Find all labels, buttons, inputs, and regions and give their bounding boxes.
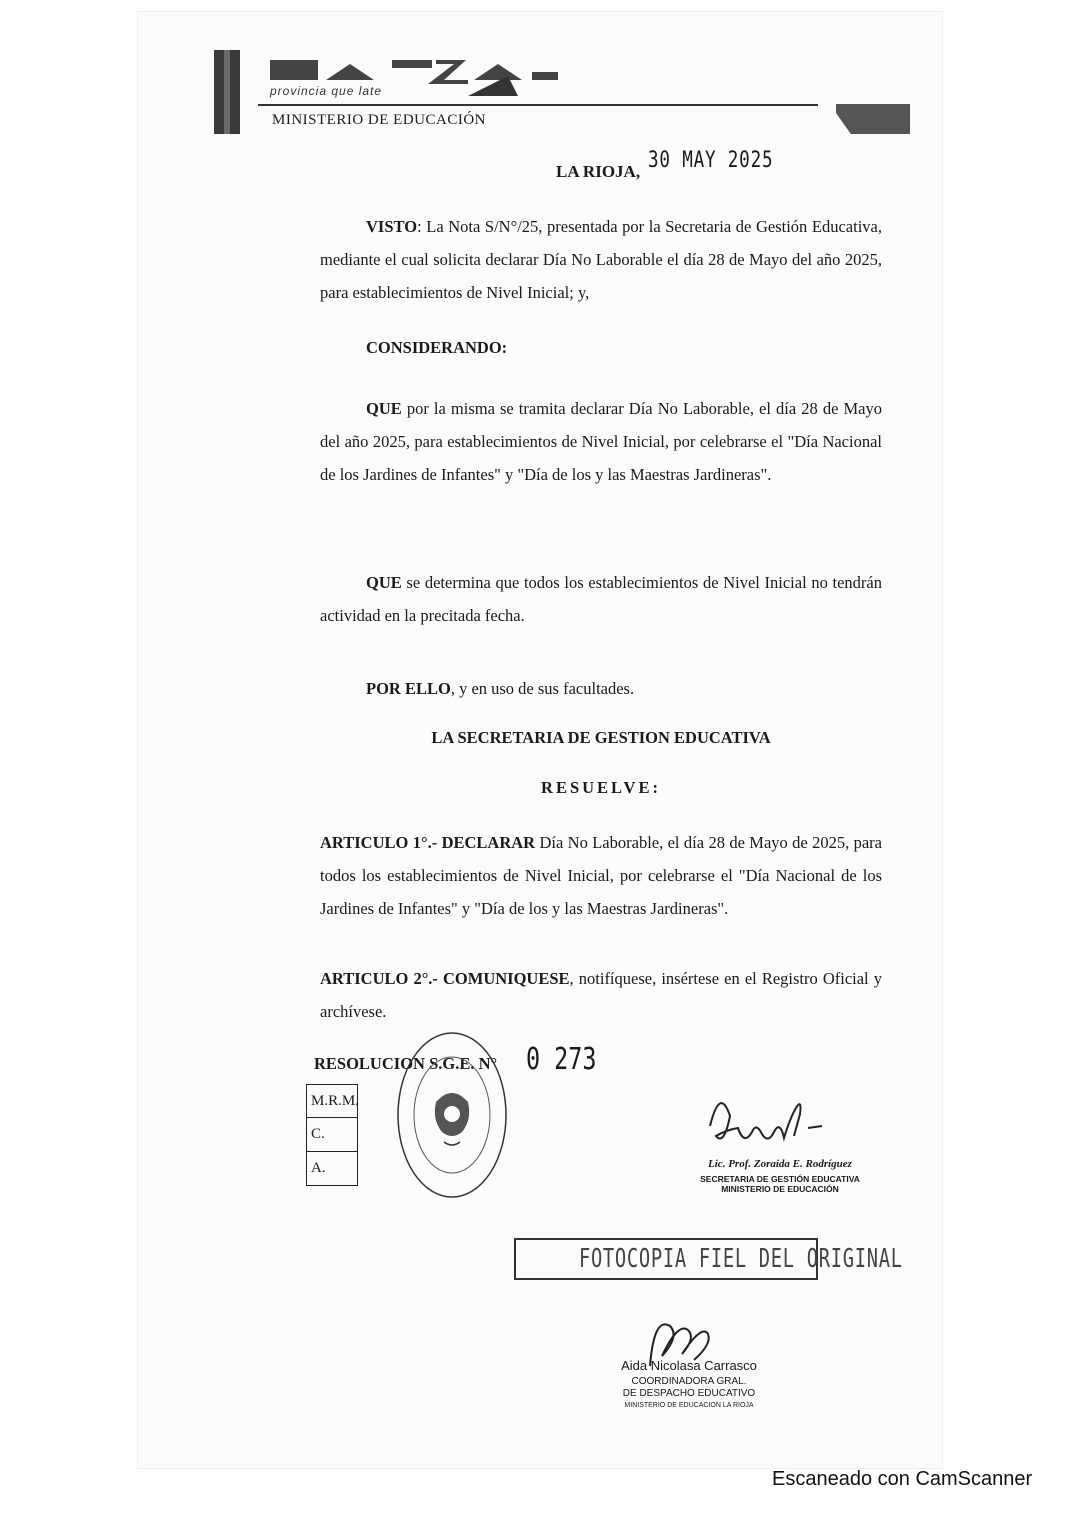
signatory-2-role-line-2: DE DESPACHO EDUCATIVO	[622, 1388, 756, 1399]
articulo-2-label: ARTICULO 2°.- COMUNIQUESE	[320, 969, 570, 988]
articulo-1-text: Día No Laborable, el día 28 de Mayo de 2025, para todos los establecimientos de Nivel Inicial, por celebrarse el "Día Nacional de los Jardines de Infantes" y "Día de los y las Maestras Jardineras".	[320, 833, 883, 918]
initials-box-a: A.	[306, 1152, 358, 1186]
que-text-1: por la misma se tramita declarar Día No Laborable, el día 28 de Mayo del año 2025, para establecimientos de Nivel Inicial, por celebrarse el "Día Nacional de los Jardines de Infantes" y "Día de los y las Maestras Jardineras".	[320, 399, 882, 484]
ministry-name: MINISTERIO DE EDUCACIÓN	[272, 112, 486, 128]
resuelve-heading: RESUELVE:	[541, 778, 661, 797]
articulo-1-label: ARTICULO 1°.- DECLARAR	[320, 833, 536, 852]
certified-copy-stamp	[514, 1238, 903, 1280]
ministry-seal	[396, 1030, 508, 1200]
signature-rodriguez	[700, 1086, 860, 1152]
articulo-2-text: , notifíquese, insértese en el Registro Oficial y archívese.	[320, 969, 882, 1021]
que-paragraph-2	[320, 566, 882, 632]
considerando-heading: CONSIDERANDO:	[366, 338, 508, 357]
letterhead-rule	[258, 104, 818, 106]
date-place: LA RIOJA,	[556, 162, 641, 181]
que-label-1: QUE	[366, 399, 402, 418]
signatory-1-role	[700, 1174, 860, 1194]
letterhead-tagline: provincia que late	[270, 84, 383, 98]
signatory-1-role-line-1: SECRETARIA DE GESTIÓN EDUCATIVA	[700, 1174, 860, 1184]
certified-copy-text: FOTOCOPIA FIEL DEL ORIGINAL	[578, 1244, 903, 1274]
visto-text: : La Nota S/N°/25, presentada por la Secretaria de Gestión Educativa, mediante el cual solicita declarar Día No Laborable el día 28 de Mayo del año 2025, para establecimientos de Nivel Inicial; y,	[320, 217, 882, 302]
signatory-2-name: Aida Nicolasa Carrasco	[621, 1358, 757, 1373]
resolution-number: 0 273	[526, 1042, 597, 1077]
signatory-1-name: Lic. Prof. Zoraida E. Rodríguez	[708, 1158, 852, 1170]
articulo-1	[320, 826, 882, 925]
que-text-2: se determina que todos los establecimientos de Nivel Inicial no tendrán actividad en la precitada fecha.	[320, 573, 882, 625]
articulo-2	[320, 962, 882, 1028]
que-paragraph-1	[320, 392, 882, 491]
camscanner-watermark: Escaneado con CamScanner	[772, 1468, 1033, 1490]
signatory-1-role-line-2: MINISTERIO DE EDUCACIÓN	[721, 1184, 839, 1194]
signatory-2-role	[614, 1376, 764, 1412]
initials-box-c: C.	[306, 1118, 358, 1152]
authority-heading: LA SECRETARIA DE GESTION EDUCATIVA	[431, 728, 771, 747]
visto-paragraph	[320, 210, 882, 309]
que-label-2: QUE	[366, 573, 402, 592]
letterhead-bar-highlight	[224, 50, 230, 134]
date-stamp: 30 MAY 2025	[648, 148, 774, 173]
resolution-label: RESOLUCION S.G.E. N°	[314, 1054, 498, 1073]
initials-box-mrm: M.R.M.	[306, 1084, 358, 1118]
signatory-2-role-line-1: COORDINADORA GRAL.	[631, 1376, 747, 1387]
por-ello-paragraph	[320, 672, 882, 705]
signatory-2-role-line-3: MINISTERIO DE EDUCACION LA RIOJA	[624, 1402, 754, 1409]
por-ello-label: POR ELLO	[366, 679, 451, 698]
visto-label: VISTO	[366, 217, 418, 236]
por-ello-text: , y en uso de sus facultades.	[450, 679, 635, 698]
